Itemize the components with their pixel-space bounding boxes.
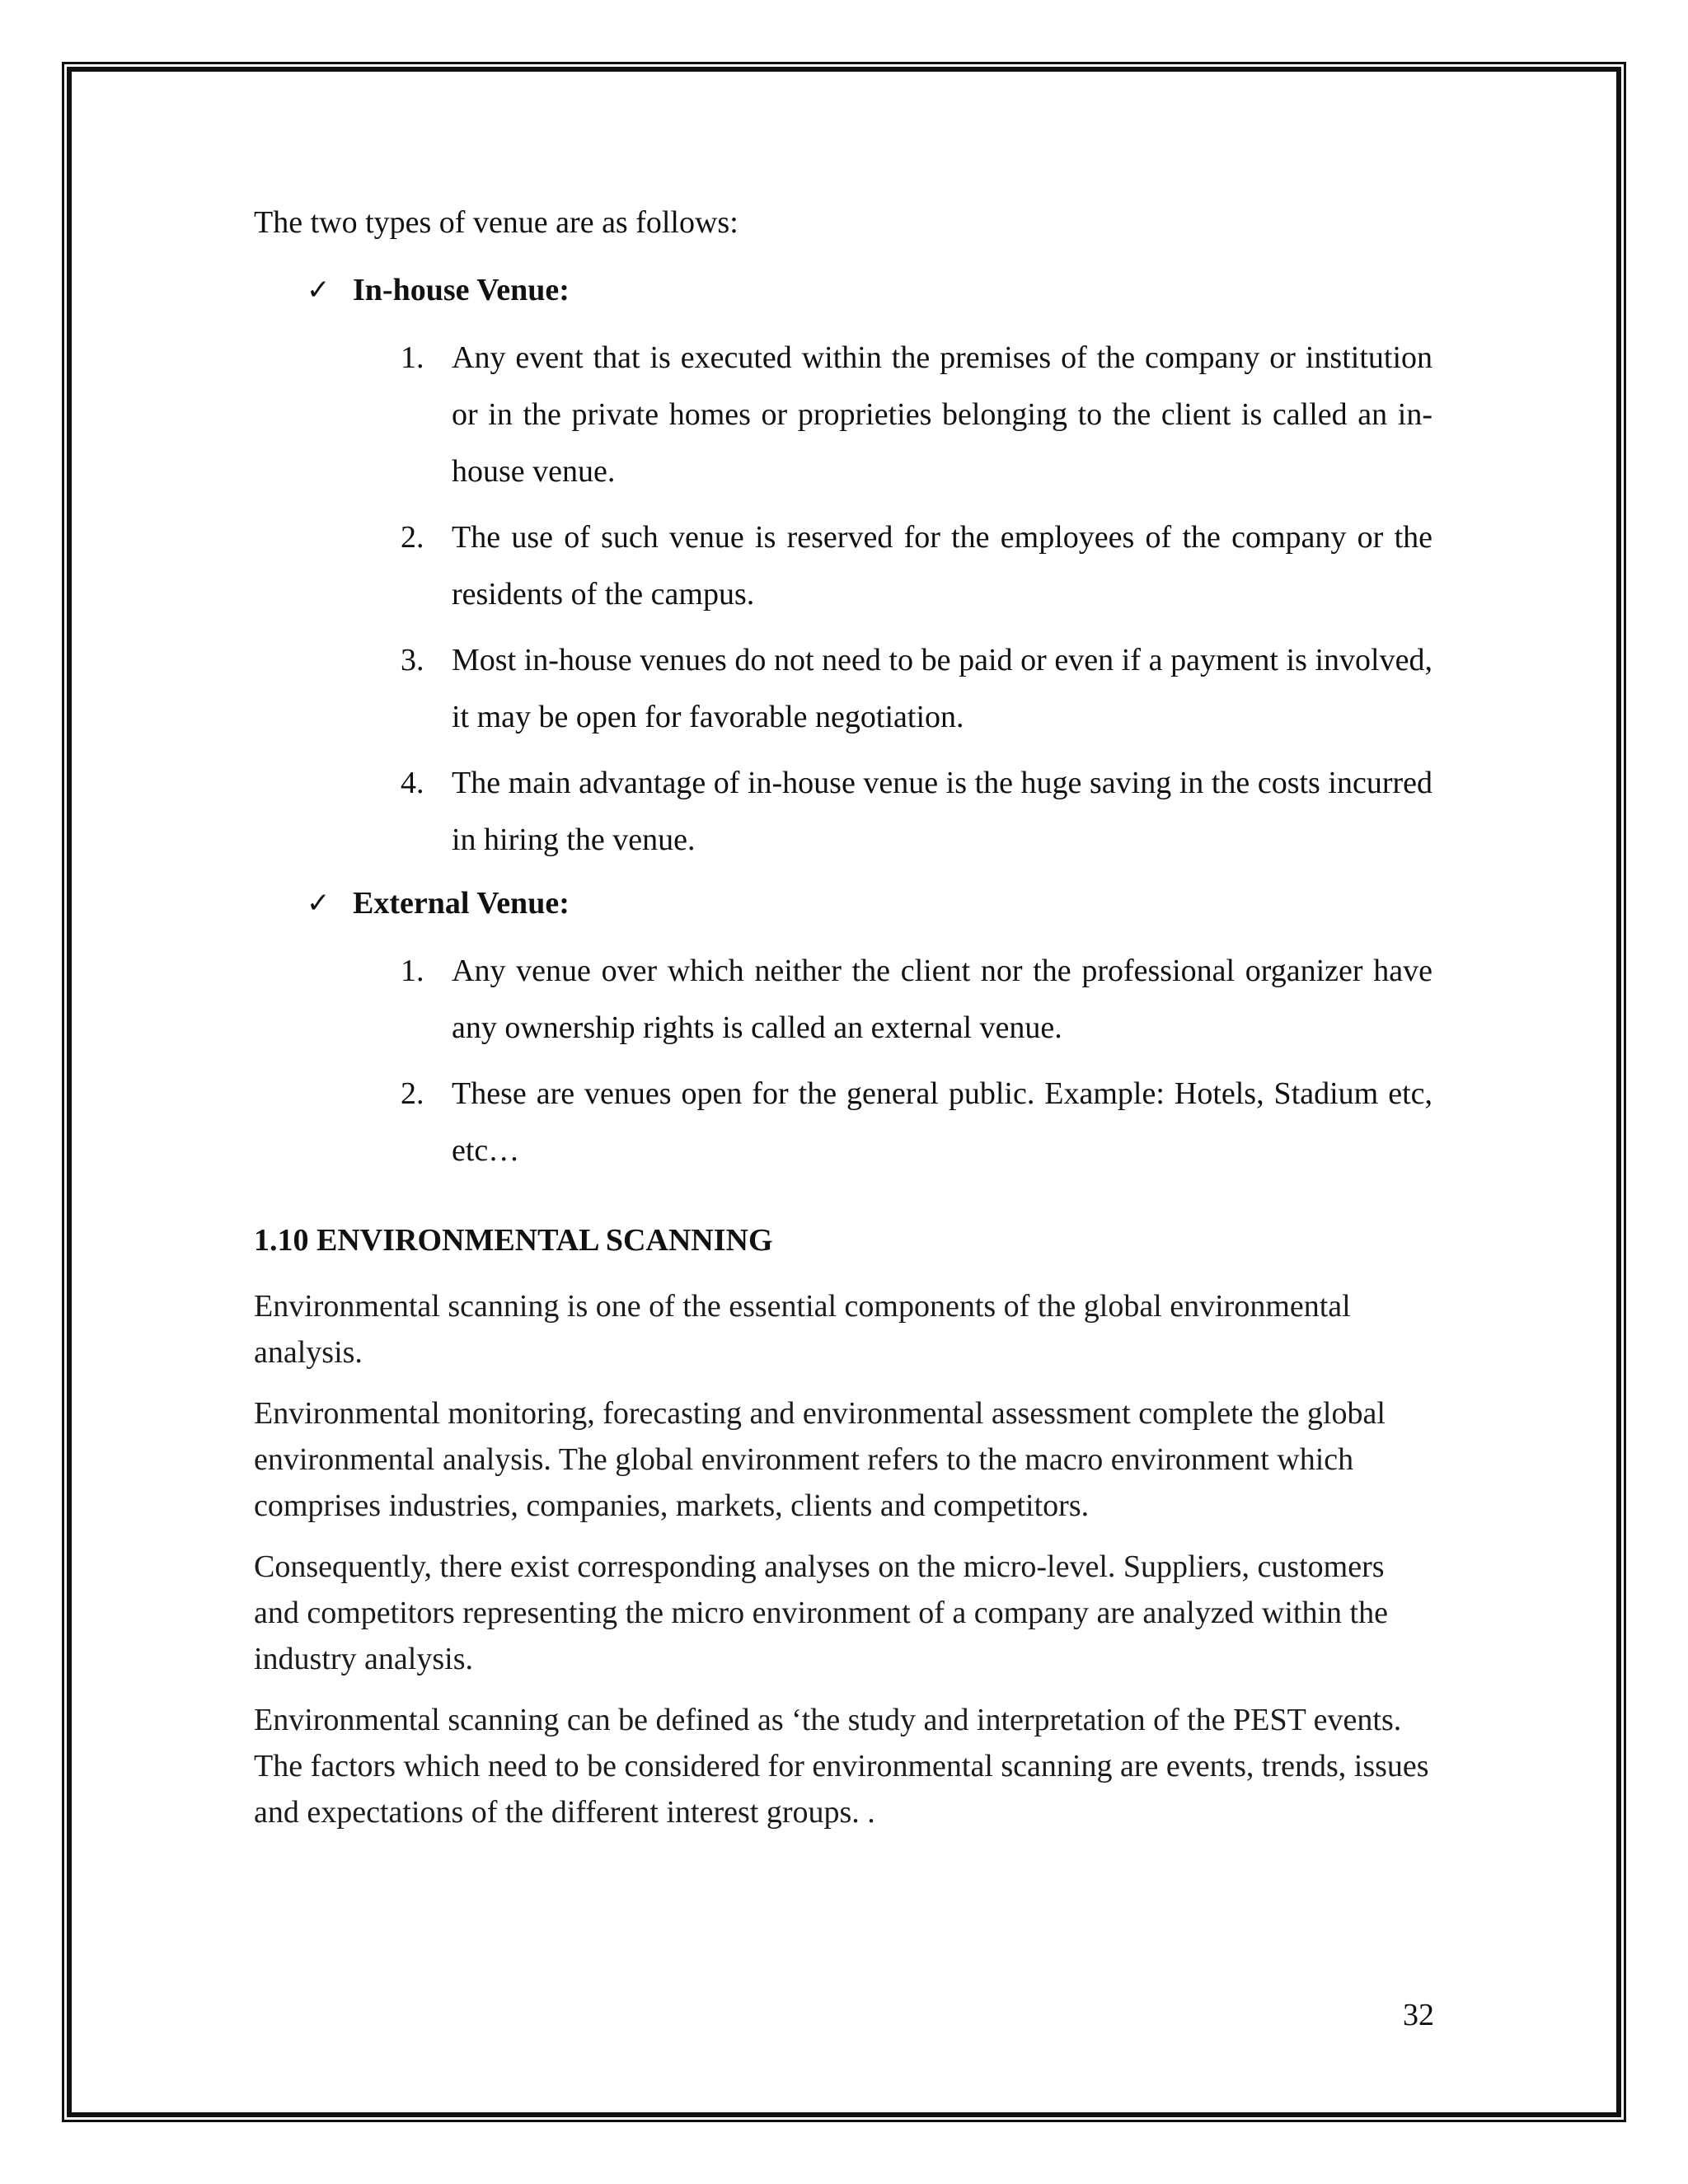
venue-type-external [254, 879, 1432, 1179]
checkmark-icon: ✓ [307, 274, 331, 307]
list-item-text: The use of such venue is reserved for the employees of the company or the residents of the campus. [452, 520, 1432, 612]
paragraph: Consequently, there exist corresponding analyses on the micro-level. Suppliers, customers and competitors representing the micro environment of a company are analyzed within the industry analysis. [254, 1549, 1388, 1676]
intro-text: The two types of venue are as follows: [254, 205, 738, 240]
paragraph: Environmental scanning can be defined as ‘the study and interpretation of the PEST events. The factors which need to be considered for environmental scanning are events, trends, issues and expectations of the different interest groups. . [254, 1703, 1429, 1830]
list-item-number: 1. [401, 954, 424, 988]
list-item [254, 1066, 1432, 1179]
list-item-text: These are venues open for the general public. Example: Hotels, Stadium etc, etc… [452, 1076, 1432, 1168]
venue-heading-label: In-house Venue: [353, 273, 570, 307]
venue-points-list [254, 330, 1432, 869]
list-item-number: 2. [401, 520, 424, 555]
list-item-text: Most in-house venues do not need to be paid or even if a payment is involved, it may be open for favorable negotiation. [452, 643, 1432, 734]
venue-points-list [254, 943, 1432, 1179]
venue-heading [254, 879, 1432, 928]
venue-type-inhouse [254, 265, 1432, 869]
list-item-text: The main advantage of in-house venue is the huge saving in the costs incurred in hiring the venue. [452, 766, 1432, 857]
paragraph: Environmental scanning is one of the essential components of the global environmental analysis. [254, 1289, 1351, 1370]
list-item-text: Any venue over which neither the client nor the professional organizer have any ownership rights is called an external venue. [452, 954, 1432, 1045]
venue-heading [254, 265, 1432, 315]
list-item-text: Any event that is executed within the premises of the company or institution or in the private homes or proprieties belonging to the client is called an in-house venue. [452, 340, 1432, 489]
list-item-number: 1. [401, 340, 424, 375]
venue-heading-label: External Venue: [353, 886, 570, 921]
paragraph: Environmental monitoring, forecasting and environmental assessment complete the global environmental analysis. The global environment refers to the macro environment which comprises industries, companies, markets, clients and competitors. [254, 1396, 1386, 1523]
list-item [254, 632, 1432, 746]
list-item-number: 4. [401, 766, 424, 800]
list-item [254, 943, 1432, 1057]
page-number: 32 [1403, 1998, 1434, 2032]
list-item [254, 509, 1432, 623]
section-heading: 1.10 ENVIRONMENTAL SCANNING [254, 1223, 773, 1258]
checkmark-icon: ✓ [307, 887, 331, 920]
list-item [254, 755, 1432, 869]
list-item-number: 2. [401, 1076, 424, 1111]
list-item-number: 3. [401, 643, 424, 677]
page-content [254, 198, 1432, 1850]
list-item [254, 330, 1432, 500]
